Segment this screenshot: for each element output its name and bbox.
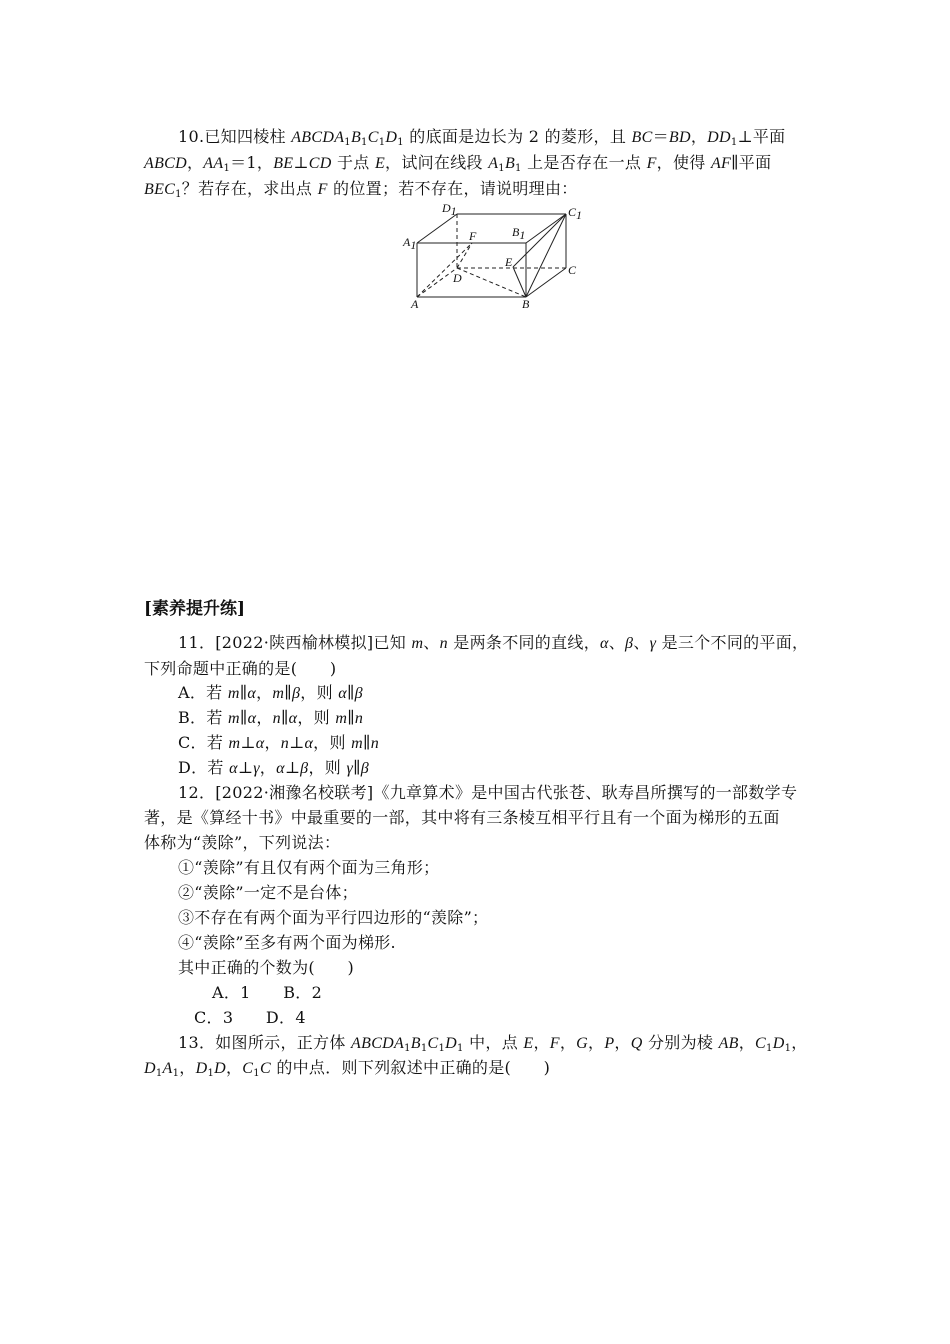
q12-stem-3: 体称为“羡除”，下列说法：	[144, 833, 341, 852]
label-c: C	[568, 263, 577, 277]
label-c1: C1	[568, 205, 583, 222]
edge-b1c1	[526, 214, 566, 243]
edge-bc	[526, 268, 566, 297]
label-e: E	[505, 255, 513, 269]
q12-statement-4: ④“羡除”至多有两个面为梯形.	[178, 933, 396, 952]
q11-stem-2: 下列命题中正确的是( )	[144, 659, 337, 678]
q12-statement-1: ①“羡除”有且仅有两个面为三角形；	[178, 858, 440, 877]
edge-ad	[417, 268, 457, 297]
label-b1: B1	[512, 225, 526, 242]
q12-options-ab: A．1 B．2	[212, 983, 323, 1002]
q13-line-2: $D_1A_1$，$D_1D$，$C_1C$ 的中点．则下列叙述中正确的是( )	[144, 1058, 551, 1079]
q10-line-3: $BEC_1$？若存在，求出点 F 的位置；若不存在，请说明理由：	[144, 179, 578, 200]
q12-stem-2: 著，是《算经十书》中最重要的一部，其中将有三条棱互相平行且有一个面为梯形的五面	[144, 808, 780, 827]
label-a: A	[411, 297, 419, 311]
q11-option-c: C．若 m⊥α，n⊥α，则 m∥n	[178, 733, 380, 752]
q11-option-a: A．若 m∥α，m∥β，则 α∥β	[178, 683, 363, 702]
q11-option-b: B．若 m∥α，n∥α，则 m∥n	[178, 708, 364, 727]
label-b: B	[522, 297, 530, 311]
section-title: [素养提升练]	[144, 599, 246, 619]
q12-statement-3: ③不存在有两个面为平行四边形的“羡除”；	[178, 908, 489, 927]
q11-stem-1: 11．[2022·陕西榆林模拟]已知 m、n 是两条不同的直线，α、β、γ 是三个不同的平面，	[178, 633, 809, 652]
q12-options-cd: C．3 D．4	[194, 1008, 306, 1027]
q12-ask: 其中正确的个数为( )	[178, 958, 355, 977]
edge-bc1	[526, 214, 566, 297]
segment-af	[417, 243, 472, 297]
edge-a1d1	[417, 214, 457, 243]
q10-line-1: 10.已知四棱柱 $ABCDA_1B_1C_1D_1$ 的底面是边长为 2 的菱形，且 BC＝BD，$DD_1\perp$平面	[178, 127, 786, 148]
prism-figure	[400, 202, 590, 312]
q13-line-1: 13．如图所示，正方体 $ABCDA_1B_1C_1D_1$ 中，点 E，F，G，P，Q 分别为棱 AB，$C_1D_1$，	[178, 1033, 808, 1054]
label-d1: D1	[442, 202, 457, 218]
label-d: D	[453, 271, 462, 285]
label-a1: A1	[403, 235, 417, 252]
segment-be	[513, 267, 526, 297]
q12-statement-2: ②“羡除”一定不是台体；	[178, 883, 358, 902]
label-f: F	[469, 229, 477, 243]
q10-line-2: ABCD，$AA_1=1$，BE⊥CD 于点 E，试问在线段 $A_1B_1$ 上是否存在一点 F，使得 AF∥平面	[144, 153, 772, 174]
q11-option-d: D．若 α⊥γ，α⊥β，则 γ∥β	[178, 758, 370, 777]
q12-stem-1: 12．[2022·湘豫名校联考]《九章算术》是中国古代张苍、耿寿昌所撰写的一部数学专	[178, 783, 798, 802]
